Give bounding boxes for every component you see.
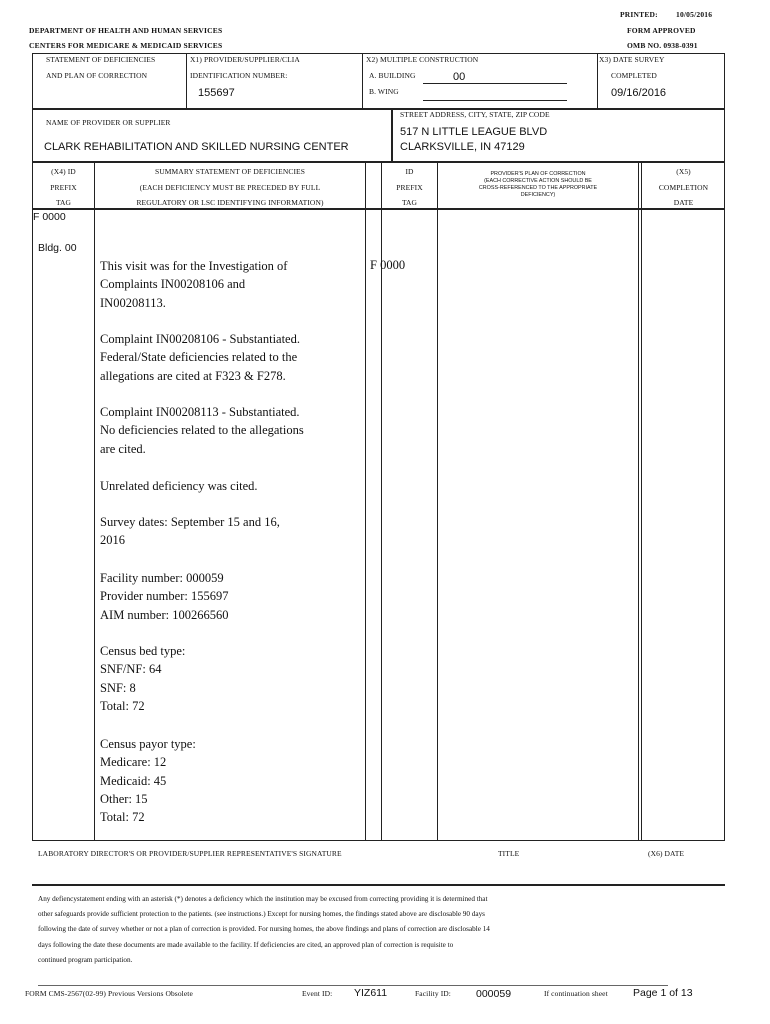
department-name: DEPARTMENT OF HEALTH AND HUMAN SERVICES: [29, 26, 223, 35]
form-status: FORM APPROVED: [627, 26, 696, 35]
paragraph-investigation: This visit was for the Investigation of Complaints IN00208106 and IN00208113.: [100, 259, 288, 310]
paragraph-complaint-1: Complaint IN00208106 - Substantiated. Federal/State deficiencies related to the allegations are cited at F323 & F278.: [100, 332, 300, 383]
paragraph-survey-dates: Survey dates: September 15 and 16, 2016: [100, 515, 280, 548]
page-number: Page 1 of 13: [633, 987, 693, 999]
provider-name: CLARK REHABILITATION AND SKILLED NURSING CENTER: [44, 141, 349, 153]
x2-label: X2) MULTIPLE CONSTRUCTION: [366, 55, 479, 64]
facility-id-label: Facility ID:: [415, 989, 451, 998]
paragraph-facility-numbers: Facility number: 000059 Provider number: 155697 AIM number: 100266560: [100, 571, 229, 622]
statement-label-2: AND PLAN OF CORRECTION: [46, 71, 148, 80]
event-id-value: YIZ611: [354, 987, 388, 999]
provider-name-box: [32, 109, 392, 162]
centers-name: CENTERS FOR MEDICARE & MEDICAID SERVICES: [29, 41, 223, 50]
x1-label: X1) PROVIDER/SUPPLIER/CLIA: [190, 55, 300, 64]
x3-label: X3) DATE SURVEY: [599, 55, 665, 64]
printed-label: PRINTED:: [620, 10, 658, 19]
plan-header: PROVIDER'S PLAN OF CORRECTION (EACH CORRECTIVE ACTION SHOULD BE CROSS-REFERENCED TO THE APPROPRIATE DEFICIENCY): [478, 171, 598, 198]
right-tag: F 0000: [370, 258, 406, 272]
building-value: 00: [453, 71, 466, 83]
summary-header: SUMMARY STATEMENT OF DEFICIENCIES (EACH DEFICIENCY MUST BE PRECEDED BY FULL REGULATORY OR LSC IDENTIFYING INFORMATION): [136, 167, 324, 207]
x4-header: (X4) ID PREFIX TAG: [50, 167, 77, 207]
signature-label: LABORATORY DIRECTOR'S OR PROVIDER/SUPPLIER REPRESENTATIVE'S SIGNATURE: [38, 849, 342, 858]
omb-number: OMB NO. 0938-0391: [627, 41, 698, 50]
address-label: STREET ADDRESS, CITY, STATE, ZIP CODE: [400, 110, 550, 119]
x1-value: 155697: [198, 87, 235, 99]
date-label: (X6) DATE: [648, 849, 685, 858]
notice-text: Any defiencystatement ending with an asterisk (*) denotes a deficiency which the institution may be excused from correcting providing it is determined that other safeguards provide sufficient protection to the patients. (see instructions.) Except for nursing homes, the findings stated above are disclosable 90 days following the date of survey whether or not a plan of correction is provided. For nursing homes, the above findings and plans of correction are disclosable 14 days following the date these documents are made available to the facility. If deficiencies are cited, an approved plan of correction is requisite to continued program participation.: [38, 895, 490, 964]
facility-id-value: 000059: [476, 988, 512, 1000]
building-label: A. BUILDING: [369, 71, 416, 80]
x3-value: 09/16/2016: [611, 87, 667, 99]
wing-label: B. WING: [369, 87, 399, 96]
building-tag: Bldg. 00: [38, 242, 77, 254]
paragraph-complaint-2: Complaint IN00208113 - Substantiated. No deficiencies related to the allegations are cited.: [100, 405, 304, 456]
x3-label-2: COMPLETED: [611, 71, 657, 80]
paragraph-unrelated: Unrelated deficiency was cited.: [100, 479, 258, 493]
paragraph-census-bed: Census bed type: SNF/NF: 64 SNF: 8 Total: 72: [100, 644, 186, 713]
x1-label-2: IDENTIFICATION NUMBER:: [190, 71, 288, 80]
printed-date: 10/05/2016: [676, 10, 713, 19]
paragraph-census-payor: Census payor type: Medicare: 12 Medicaid: 45 Other: 15 Total: 72: [100, 737, 196, 825]
provider-name-label: NAME OF PROVIDER OR SUPPLIER: [46, 118, 171, 127]
tag-prefix: F 0000: [33, 211, 66, 223]
title-label: TITLE: [498, 849, 520, 858]
address-line-2: CLARKSVILLE, IN 47129: [400, 141, 525, 153]
id-header: ID PREFIX TAG: [396, 167, 423, 207]
event-id-label: Event ID:: [302, 989, 333, 998]
address-line-1: 517 N LITTLE LEAGUE BLVD: [400, 126, 548, 138]
statement-label-1: STATEMENT OF DEFICIENCIES: [46, 55, 156, 64]
continuation-label: If continuation sheet: [544, 989, 608, 998]
form-number: FORM CMS-2567(02-99) Previous Versions Obsolete: [25, 989, 193, 998]
x5-header: (X5) COMPLETION DATE: [658, 167, 709, 207]
